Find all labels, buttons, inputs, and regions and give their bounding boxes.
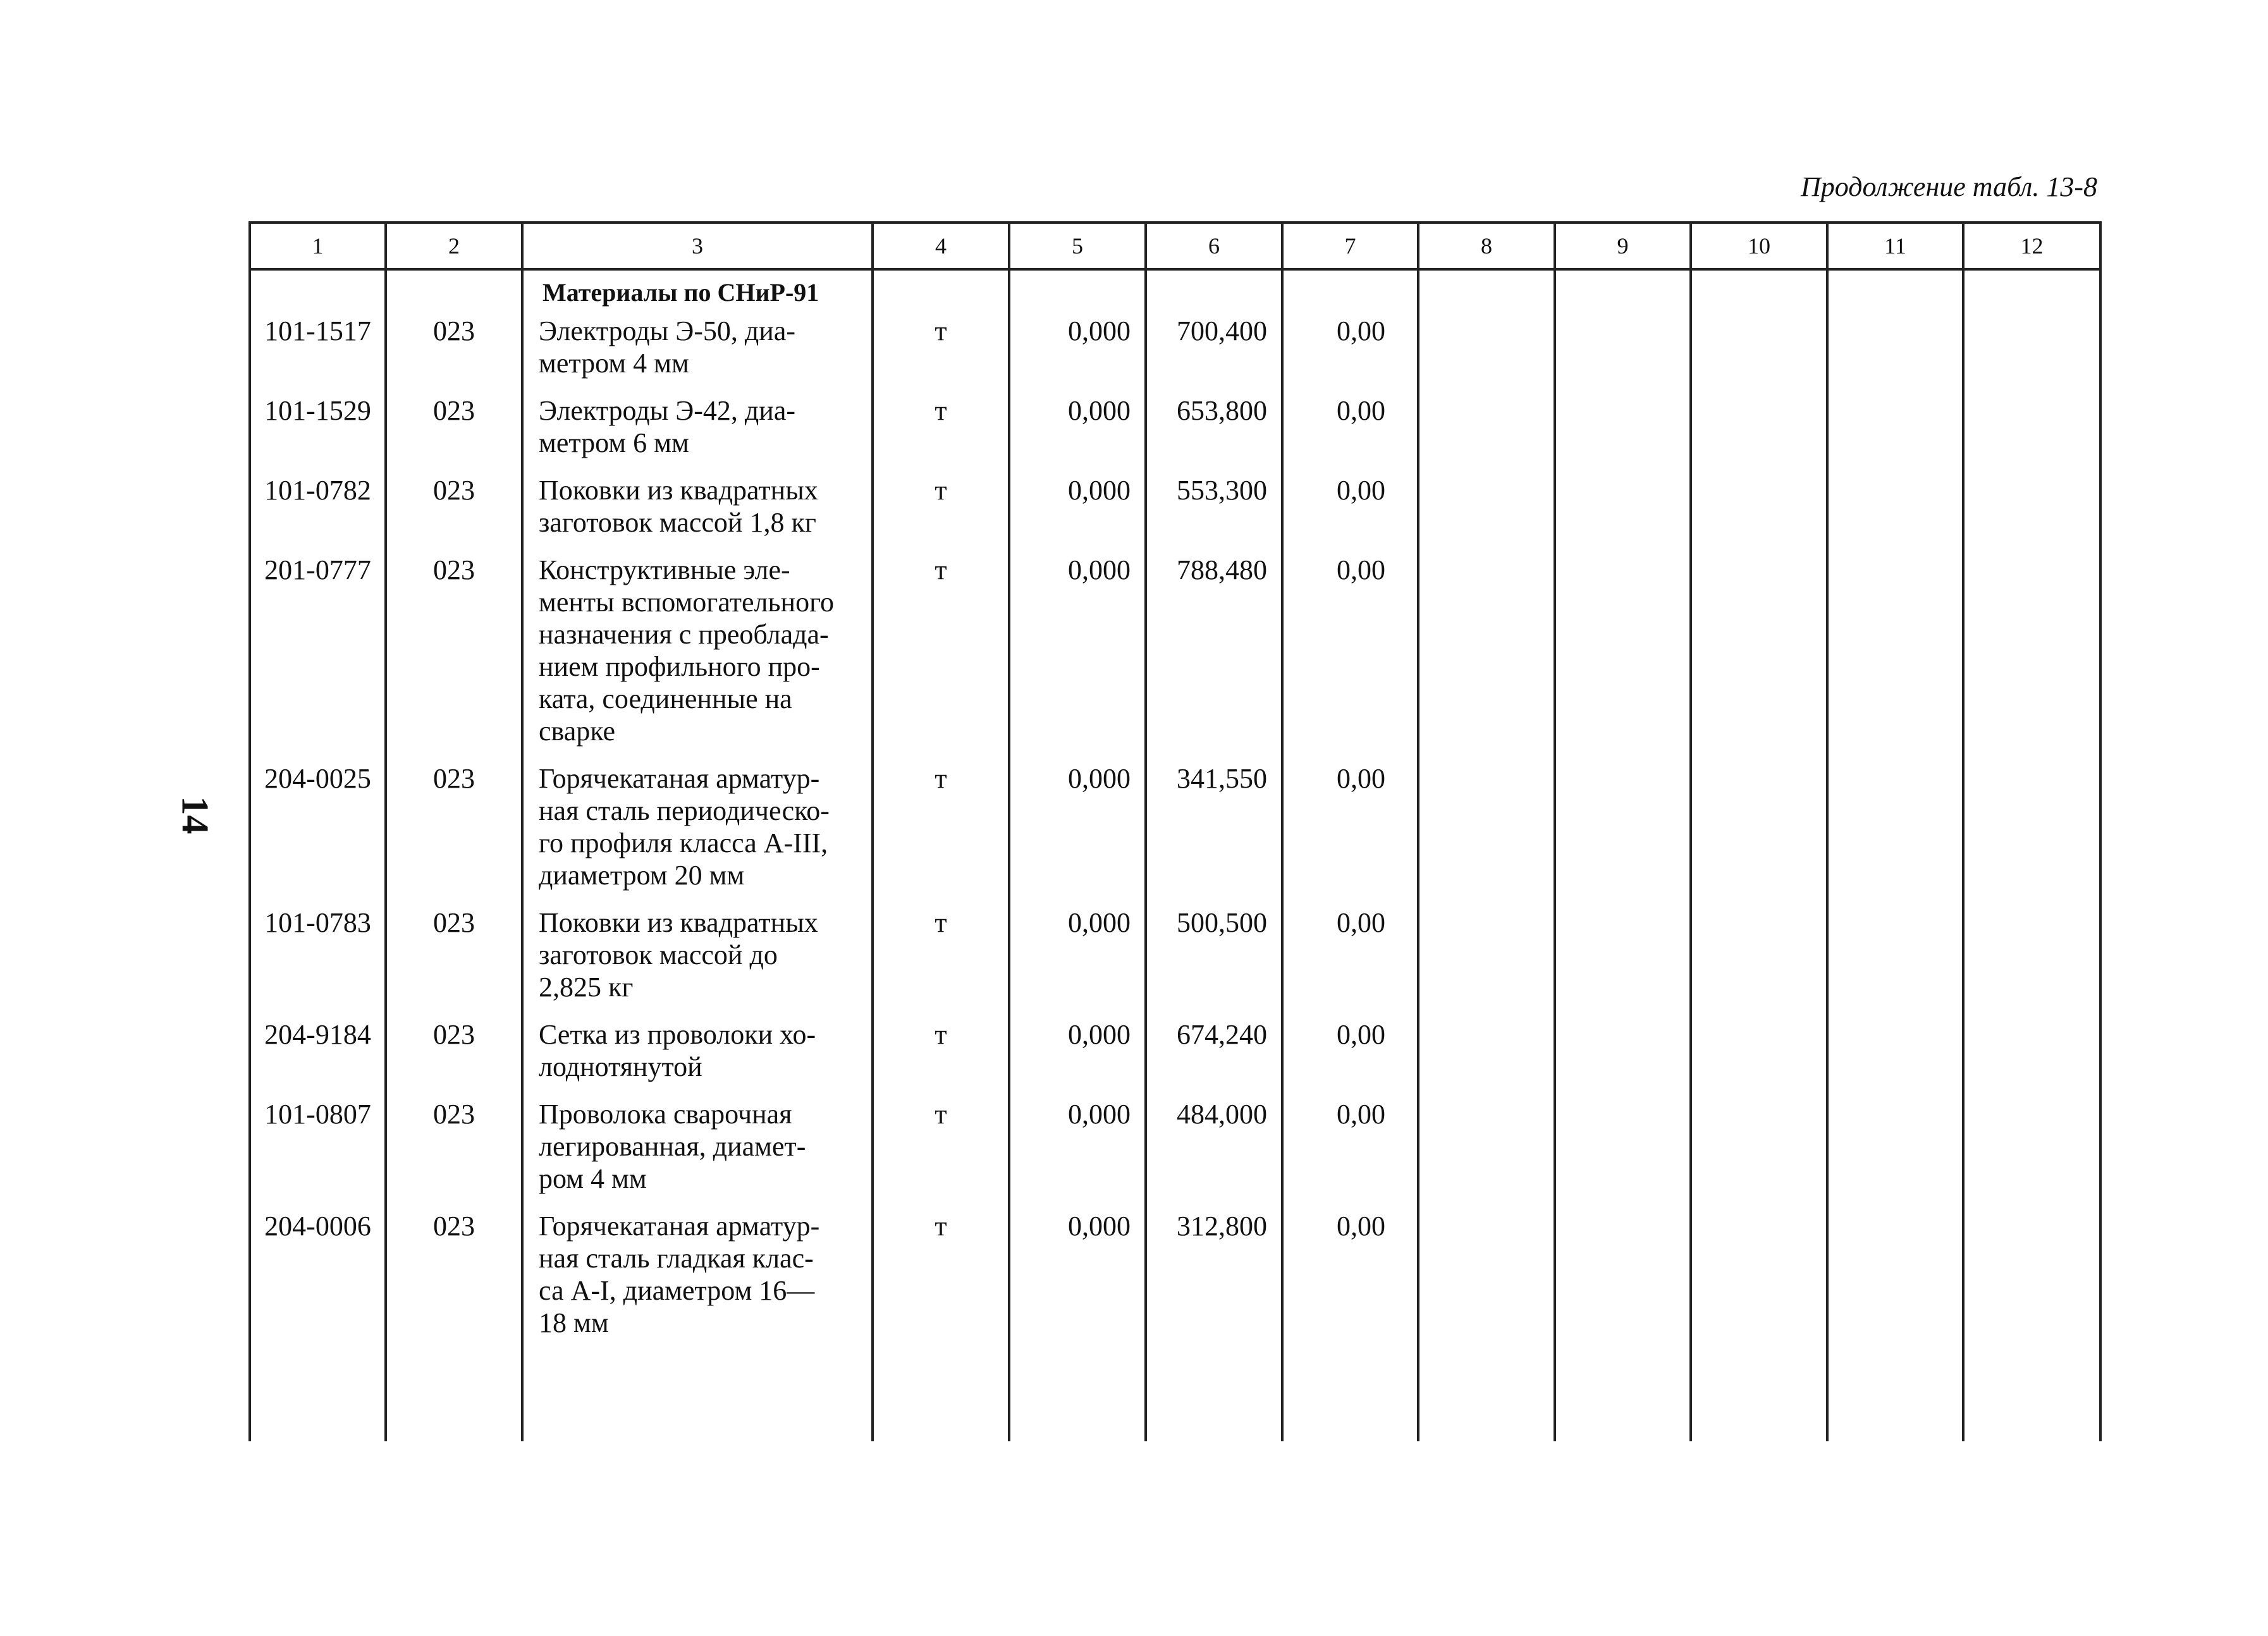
column-11 [1827,269,1963,1441]
value-col-7: 0,00 [1337,475,1385,506]
column-header: 5 [1009,223,1146,269]
column-group [386,269,522,1441]
material-code: 101-1517 [264,315,371,346]
page-number: 14 [174,796,216,834]
value-col-7: 0,00 [1337,395,1385,426]
material-name-line: Сетка из проволоки хо- [539,1019,816,1050]
value-col-5: 0,000 [1068,395,1131,426]
material-name-line: Электроды Э-50, диа- [539,315,796,346]
table-continuation-caption: Продолжение табл. 13-8 [1801,171,2097,202]
value-col-7: 0,00 [1337,1211,1385,1242]
column-header: 8 [1418,223,1555,269]
column-12 [1963,269,2100,1441]
material-name-line: Проволока сварочная [539,1099,792,1130]
material-name-line: нием профильного про- [539,651,820,682]
value-col-6: 553,300 [1177,475,1267,506]
column-header: 4 [873,223,1009,269]
material-name-line: ром 4 мм [539,1163,647,1194]
material-name-line: Горячекатаная арматур- [539,763,820,794]
column-header: 7 [1282,223,1418,269]
table-body-row [250,269,2100,1441]
value-col-5: 0,000 [1068,554,1131,585]
material-name-line: заготовок массой до [539,939,778,970]
header-row [250,223,2100,269]
value-col-5: 0,000 [1068,475,1131,506]
material-name-line: ката, соединенные на [539,683,792,714]
value-col-5: 0,000 [1068,763,1131,794]
material-name [524,762,871,907]
material-name-line: го профиля класса А-III, [539,827,828,858]
value-col-7: 0,00 [1337,907,1385,938]
materials-table-wrapper [248,221,2099,1435]
material-name-line: ная сталь периодическо- [539,795,830,826]
unit: т [935,1019,947,1050]
material-code: 204-9184 [264,1019,371,1050]
column-header: 9 [1555,223,1691,269]
unit: т [935,315,947,346]
column-10 [1691,269,1827,1441]
material-code: 204-0006 [264,1211,371,1242]
column-header: 10 [1691,223,1827,269]
material-code: 101-0782 [264,475,371,506]
value-col-5: 0,000 [1068,907,1131,938]
value-col-7: 0,00 [1337,763,1385,794]
material-name-line: назначения с преоблада- [539,619,829,650]
material-name-line: лоднотянутой [539,1051,702,1082]
value-col-7: 0,00 [1337,1099,1385,1130]
material-group: 023 [433,1099,475,1130]
material-group: 023 [433,763,475,794]
value-col-5: 0,000 [1068,1019,1131,1050]
material-code: 101-1529 [264,395,371,426]
value-col-6: 674,240 [1177,1019,1267,1050]
material-name-line: Поковки из квадратных [539,475,818,506]
unit: т [935,1211,947,1242]
material-name-line: Поковки из квадратных [539,907,818,938]
value-col-6: 700,400 [1177,315,1267,346]
material-name-line: метром 4 мм [539,348,689,379]
column-5 [1009,269,1146,1441]
material-name-line: менты вспомогательного [539,587,835,618]
material-name-line: Конструктивные эле- [539,554,790,585]
column-header: 1 [250,223,386,269]
unit: т [935,1099,947,1130]
column-code [250,269,386,1441]
column-header: 3 [522,223,873,269]
column-6 [1146,269,1282,1441]
material-name-line: 18 мм [539,1307,609,1338]
unit: т [935,475,947,506]
material-group: 023 [433,554,475,585]
material-group: 023 [433,907,475,938]
column-unit [873,269,1009,1441]
value-col-5: 0,000 [1068,1211,1131,1242]
material-name-line: Электроды Э-42, диа- [539,395,796,426]
material-group: 023 [433,315,475,346]
material-name-line: са А-I, диаметром 16— [539,1275,815,1306]
value-col-6: 500,500 [1177,907,1267,938]
material-name [524,1210,871,1354]
value-col-5: 0,000 [1068,1099,1131,1130]
material-name [524,907,871,1018]
unit: т [935,554,947,585]
material-name-line: ная сталь гладкая клас- [539,1243,814,1274]
value-col-6: 341,550 [1177,763,1267,794]
material-name [524,1018,871,1098]
material-code: 201-0777 [264,554,371,585]
material-name-line: легированная, диамет- [539,1131,806,1162]
material-name [524,1098,871,1210]
column-header: 12 [1963,223,2100,269]
material-group: 023 [433,1019,475,1050]
material-code: 204-0025 [264,763,371,794]
column-8 [1418,269,1555,1441]
material-name [524,394,871,474]
material-group: 023 [433,395,475,426]
column-7 [1282,269,1418,1441]
material-name-line: сварке [539,716,616,747]
material-name [524,554,871,762]
material-code: 101-0783 [264,907,371,938]
value-col-6: 312,800 [1177,1211,1267,1242]
material-name-line: Горячекатаная арматур- [539,1211,820,1242]
column-9 [1555,269,1691,1441]
material-group: 023 [433,475,475,506]
value-col-7: 0,00 [1337,554,1385,585]
unit: т [935,907,947,938]
unit: т [935,395,947,426]
material-name-line: заготовок массой 1,8 кг [539,507,816,538]
material-name [524,315,871,394]
value-col-7: 0,00 [1337,315,1385,346]
material-name-line: 2,825 кг [539,972,634,1003]
value-col-6: 788,480 [1177,554,1267,585]
value-col-6: 484,000 [1177,1099,1267,1130]
column-header: 2 [386,223,522,269]
material-name-line: метром 6 мм [539,427,689,458]
section-title: Материалы по СНиР-91 [542,278,819,307]
material-name-line: диаметром 20 мм [539,860,745,891]
column-header: 11 [1827,223,1963,269]
material-code: 101-0807 [264,1099,371,1130]
column-name [522,269,873,1441]
material-group: 023 [433,1211,475,1242]
value-col-6: 653,800 [1177,395,1267,426]
column-header: 6 [1146,223,1282,269]
value-col-5: 0,000 [1068,315,1131,346]
materials-table [248,221,2102,1441]
material-name [524,474,871,554]
unit: т [935,763,947,794]
value-col-7: 0,00 [1337,1019,1385,1050]
